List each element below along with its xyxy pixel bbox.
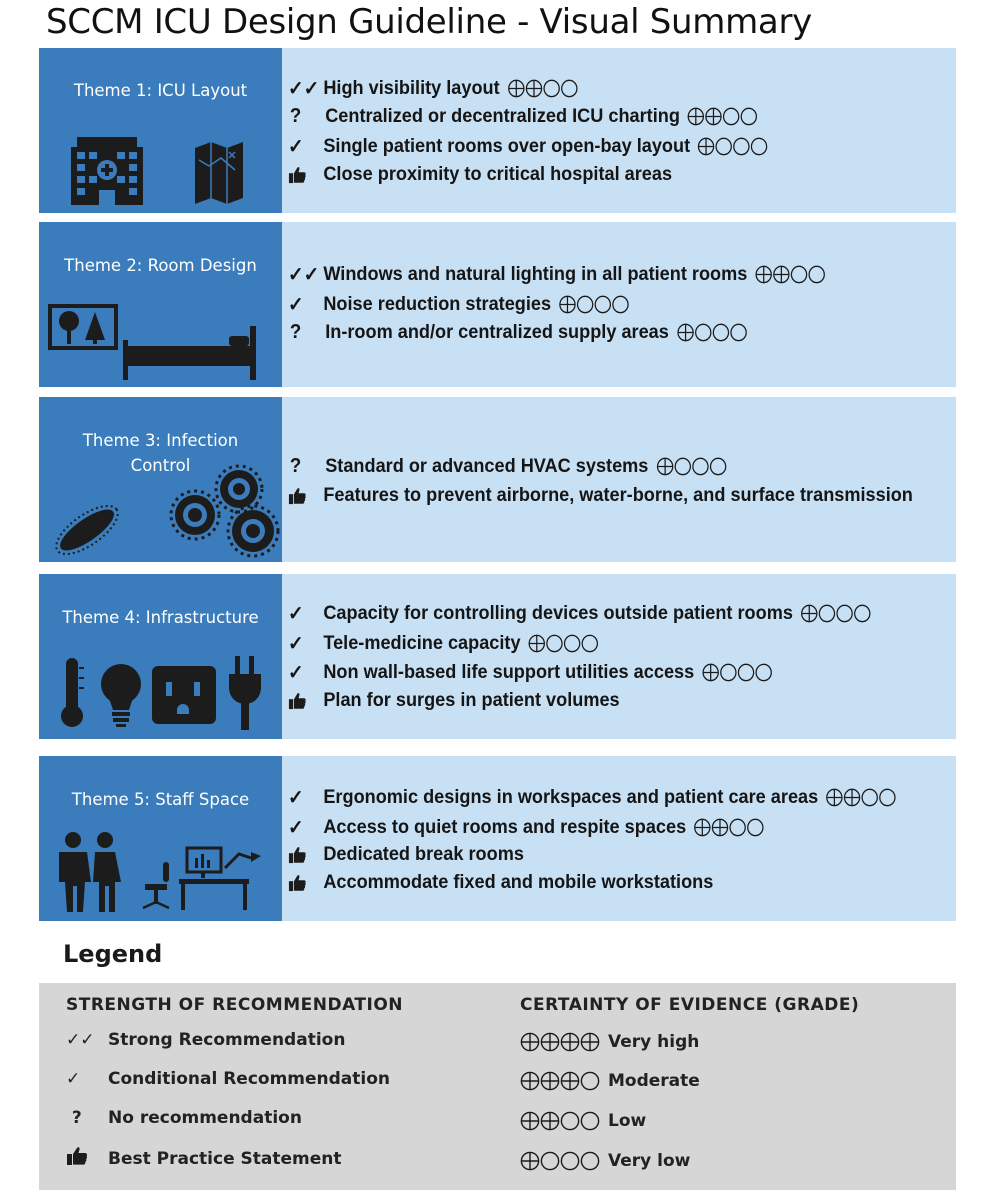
recommendation-text: Accommodate fixed and mobile workstations	[323, 871, 714, 893]
grade-empty-circle-icon	[612, 295, 630, 314]
conditional-check-icon: ✓	[288, 294, 304, 316]
grade-empty-circle-icon	[790, 265, 808, 284]
grade-plus-circle-icon	[520, 1071, 540, 1091]
evidence-grade-icon	[507, 79, 578, 98]
recommendation-text: Single patient rooms over open-bay layout	[323, 135, 691, 157]
theme-title-line: Theme 3: Infection	[82, 431, 239, 450]
grade-empty-circle-icon	[560, 1151, 580, 1171]
theme-2-panel	[39, 222, 956, 387]
grade-empty-circle-icon	[581, 634, 599, 653]
grade-plus-circle-icon	[800, 604, 818, 623]
legend-label: Best Practice Statement	[108, 1148, 342, 1169]
strong-recommendation-check-icon: ✓✓	[288, 264, 320, 286]
evidence-grade-icon	[520, 1111, 600, 1131]
power-plug-icon	[229, 656, 261, 730]
theme-title-line: Theme 4: Infrastructure	[62, 608, 259, 627]
theme-title-line: Theme 5: Staff Space	[71, 790, 250, 809]
theme-4-recommendations	[282, 574, 956, 739]
recommendation-item	[288, 631, 599, 656]
theme-5-icons	[39, 756, 282, 921]
evidence-grade-icon	[800, 604, 871, 623]
grade-empty-circle-icon	[729, 818, 747, 837]
recommendation-item	[288, 660, 772, 685]
recommendation-text: Non wall-based life support utilities access	[323, 661, 695, 683]
recommendation-text: Dedicated break rooms	[323, 843, 524, 865]
virus-icon	[171, 466, 278, 556]
grade-empty-circle-icon	[546, 634, 564, 653]
legend-label: Very high	[608, 1032, 700, 1052]
strong-recommendation-check-icon: ✓✓	[288, 78, 320, 100]
theme-title-line: Control	[130, 456, 191, 475]
conditional-check-icon: ✓	[288, 136, 304, 158]
grade-empty-circle-icon	[560, 1111, 580, 1131]
legend-strength-item	[66, 1030, 345, 1050]
evidence-grade-icon	[656, 457, 727, 476]
legend-label: Conditional Recommendation	[108, 1069, 391, 1089]
evidence-grade-icon	[520, 1032, 600, 1052]
recommendation-item	[288, 484, 913, 507]
recommendation-item	[288, 601, 871, 626]
grade-empty-circle-icon	[751, 137, 769, 156]
theme-title-line: Theme 1: ICU Layout	[73, 81, 248, 100]
recommendation-text: Windows and natural lighting in all patient rooms	[323, 263, 748, 285]
recommendation-item	[288, 163, 672, 186]
evidence-grade-icon	[698, 137, 769, 156]
theme-3-panel	[39, 397, 956, 562]
grade-empty-circle-icon	[540, 1151, 560, 1171]
staff-people-icon	[59, 832, 121, 912]
legend-strength-item	[66, 1146, 342, 1171]
evidence-grade-icon	[694, 818, 765, 837]
grade-empty-circle-icon	[808, 265, 826, 284]
thermometer-icon	[61, 658, 84, 727]
bacterium-icon	[49, 497, 125, 562]
grade-plus-circle-icon	[702, 663, 720, 682]
legend-box	[39, 983, 956, 1190]
grade-empty-circle-icon	[594, 295, 612, 314]
grade-empty-circle-icon	[818, 604, 836, 623]
grade-empty-circle-icon	[719, 663, 737, 682]
conditional-check-icon: ✓	[288, 662, 304, 684]
light-bulb-icon	[101, 664, 141, 727]
window-landscape-icon	[48, 304, 118, 350]
legend-certainty-item	[520, 1071, 700, 1091]
grade-empty-circle-icon	[691, 457, 709, 476]
recommendation-text: Centralized or decentralized ICU charting	[325, 105, 680, 127]
best-practice-thumbs-up-icon	[288, 163, 323, 186]
theme-2-icons	[39, 222, 282, 387]
recommendation-text: Access to quiet rooms and respite spaces	[323, 816, 687, 838]
grade-plus-circle-icon	[687, 107, 705, 126]
recommendation-item	[288, 689, 620, 712]
office-chair-icon	[143, 862, 169, 908]
theme-2-recommendations	[282, 222, 956, 387]
grade-empty-circle-icon	[729, 323, 747, 342]
certainty-heading: CERTAINTY OF EVIDENCE (GRADE)	[520, 995, 860, 1015]
theme-1-header	[39, 48, 282, 213]
theme-1-panel	[39, 48, 956, 213]
grade-empty-circle-icon	[694, 323, 712, 342]
best-practice-thumbs-up-icon	[288, 689, 323, 712]
grade-empty-circle-icon	[861, 788, 879, 807]
legend-label: Very low	[608, 1151, 691, 1171]
grade-empty-circle-icon	[755, 663, 773, 682]
recommendation-item	[288, 262, 825, 287]
recommendation-text: Noise reduction strategies	[323, 293, 552, 315]
theme-5-panel	[39, 756, 956, 921]
evidence-grade-icon	[559, 295, 630, 314]
workstation-desk-icon	[179, 848, 261, 910]
grade-plus-circle-icon	[540, 1032, 560, 1052]
recommendation-item	[288, 76, 578, 101]
recommendation-item	[288, 815, 764, 840]
hospital-building-icon	[71, 137, 143, 205]
recommendation-text: Capacity for controlling devices outside patient rooms	[323, 602, 793, 624]
recommendation-item	[288, 292, 629, 317]
no-recommendation-question-icon: ?	[289, 321, 302, 343]
legend-label: Strong Recommendation	[108, 1030, 346, 1050]
theme-4-header	[39, 574, 282, 739]
recommendation-text: High visibility layout	[323, 77, 500, 99]
legend-certainty-item	[520, 1032, 699, 1052]
grade-plus-circle-icon	[826, 788, 844, 807]
theme-3-icons	[39, 397, 282, 562]
theme-4-icons	[39, 574, 282, 739]
legend-certainty-item	[520, 1111, 646, 1131]
legend-title: Legend	[63, 940, 163, 968]
legend-label: No recommendation	[108, 1108, 302, 1128]
evidence-grade-icon	[520, 1151, 600, 1171]
grade-empty-circle-icon	[712, 323, 730, 342]
grade-empty-circle-icon	[563, 634, 581, 653]
recommendation-item	[288, 455, 727, 478]
grade-plus-circle-icon	[540, 1111, 560, 1131]
grade-plus-circle-icon	[676, 323, 694, 342]
grade-empty-circle-icon	[580, 1071, 600, 1091]
theme-5-recommendations	[282, 756, 956, 921]
legend-label: Low	[608, 1111, 647, 1131]
recommendation-text: Ergonomic designs in workspaces and patient care areas	[323, 786, 819, 808]
grade-plus-circle-icon	[528, 634, 546, 653]
best-practice-thumbs-up-icon	[288, 843, 323, 866]
recommendation-item	[288, 871, 713, 894]
grade-plus-circle-icon	[694, 818, 712, 837]
bed-icon	[123, 326, 256, 380]
recommendation-item	[288, 843, 524, 866]
map-icon	[195, 142, 243, 204]
theme-3-recommendations	[282, 397, 956, 562]
recommendation-text: Features to prevent airborne, water-borne, and surface transmission	[323, 484, 913, 506]
grade-empty-circle-icon	[733, 137, 751, 156]
grade-plus-circle-icon	[560, 1032, 580, 1052]
grade-empty-circle-icon	[580, 1151, 600, 1171]
recommendation-item	[288, 785, 896, 810]
grade-empty-circle-icon	[723, 107, 741, 126]
recommendation-text: In-room and/or centralized supply areas	[325, 321, 669, 343]
theme-1-recommendations	[282, 48, 956, 213]
conditional-check-icon: ✓	[288, 603, 304, 625]
theme-3-header	[39, 397, 282, 562]
grade-empty-circle-icon	[542, 79, 560, 98]
grade-plus-circle-icon	[520, 1151, 540, 1171]
grade-plus-circle-icon	[559, 295, 577, 314]
grade-plus-circle-icon	[580, 1032, 600, 1052]
recommendation-item	[288, 134, 768, 159]
grade-plus-circle-icon	[520, 1032, 540, 1052]
recommendation-item	[288, 105, 758, 128]
evidence-grade-icon	[676, 323, 747, 342]
strength-heading: STRENGTH OF RECOMMENDATION	[66, 995, 404, 1015]
best-practice-thumbs-up-icon	[288, 484, 323, 507]
theme-2-header	[39, 222, 282, 387]
legend-certainty-item	[520, 1151, 690, 1171]
electrical-outlet-icon	[152, 666, 216, 724]
grade-plus-circle-icon	[705, 107, 723, 126]
no-recommendation-question-icon: ?	[289, 105, 302, 127]
recommendation-item	[288, 321, 747, 344]
grade-empty-circle-icon	[576, 295, 594, 314]
grade-plus-circle-icon	[507, 79, 525, 98]
grade-plus-circle-icon	[520, 1111, 540, 1131]
recommendation-text: Standard or advanced HVAC systems	[325, 455, 649, 477]
grade-plus-circle-icon	[525, 79, 543, 98]
legend-label: Moderate	[608, 1071, 700, 1091]
grade-plus-circle-icon	[560, 1071, 580, 1091]
grade-empty-circle-icon	[560, 79, 578, 98]
evidence-grade-icon	[687, 107, 758, 126]
grade-plus-circle-icon	[656, 457, 674, 476]
best-practice-thumbs-up-icon	[288, 871, 323, 894]
no-recommendation-question-icon: ?	[289, 455, 302, 477]
evidence-grade-icon	[755, 265, 826, 284]
evidence-grade-icon	[826, 788, 897, 807]
evidence-grade-icon	[528, 634, 599, 653]
best-practice-thumbs-up-icon	[66, 1146, 108, 1171]
grade-empty-circle-icon	[673, 457, 691, 476]
grade-empty-circle-icon	[836, 604, 854, 623]
strong-recommendation-check-icon: ✓✓	[66, 1030, 95, 1050]
grade-plus-circle-icon	[540, 1071, 560, 1091]
grade-plus-circle-icon	[843, 788, 861, 807]
grade-empty-circle-icon	[879, 788, 897, 807]
page-title: SCCM ICU Design Guideline - Visual Summary	[46, 2, 812, 42]
legend-strength-item	[66, 1108, 302, 1128]
evidence-grade-icon	[702, 663, 773, 682]
grade-empty-circle-icon	[737, 663, 755, 682]
conditional-check-icon: ✓	[66, 1069, 81, 1089]
theme-1-icons	[39, 48, 282, 213]
grade-empty-circle-icon	[580, 1111, 600, 1131]
legend-strength-item	[66, 1069, 390, 1089]
grade-empty-circle-icon	[747, 818, 765, 837]
theme-4-panel	[39, 574, 956, 739]
theme-title-line: Theme 2: Room Design	[64, 256, 257, 275]
conditional-check-icon: ✓	[288, 817, 304, 839]
evidence-grade-icon	[520, 1071, 600, 1091]
grade-empty-circle-icon	[715, 137, 733, 156]
recommendation-text: Plan for surges in patient volumes	[323, 689, 620, 711]
no-recommendation-question-icon: ?	[66, 1108, 82, 1128]
grade-empty-circle-icon	[709, 457, 727, 476]
conditional-check-icon: ✓	[288, 633, 304, 655]
conditional-check-icon: ✓	[288, 787, 304, 809]
grade-empty-circle-icon	[853, 604, 871, 623]
recommendation-text: Close proximity to critical hospital areas	[323, 163, 673, 185]
theme-5-header	[39, 756, 282, 921]
grade-plus-circle-icon	[698, 137, 716, 156]
grade-empty-circle-icon	[740, 107, 758, 126]
recommendation-text: Tele-medicine capacity	[323, 632, 521, 654]
grade-plus-circle-icon	[755, 265, 773, 284]
grade-plus-circle-icon	[772, 265, 790, 284]
grade-plus-circle-icon	[711, 818, 729, 837]
